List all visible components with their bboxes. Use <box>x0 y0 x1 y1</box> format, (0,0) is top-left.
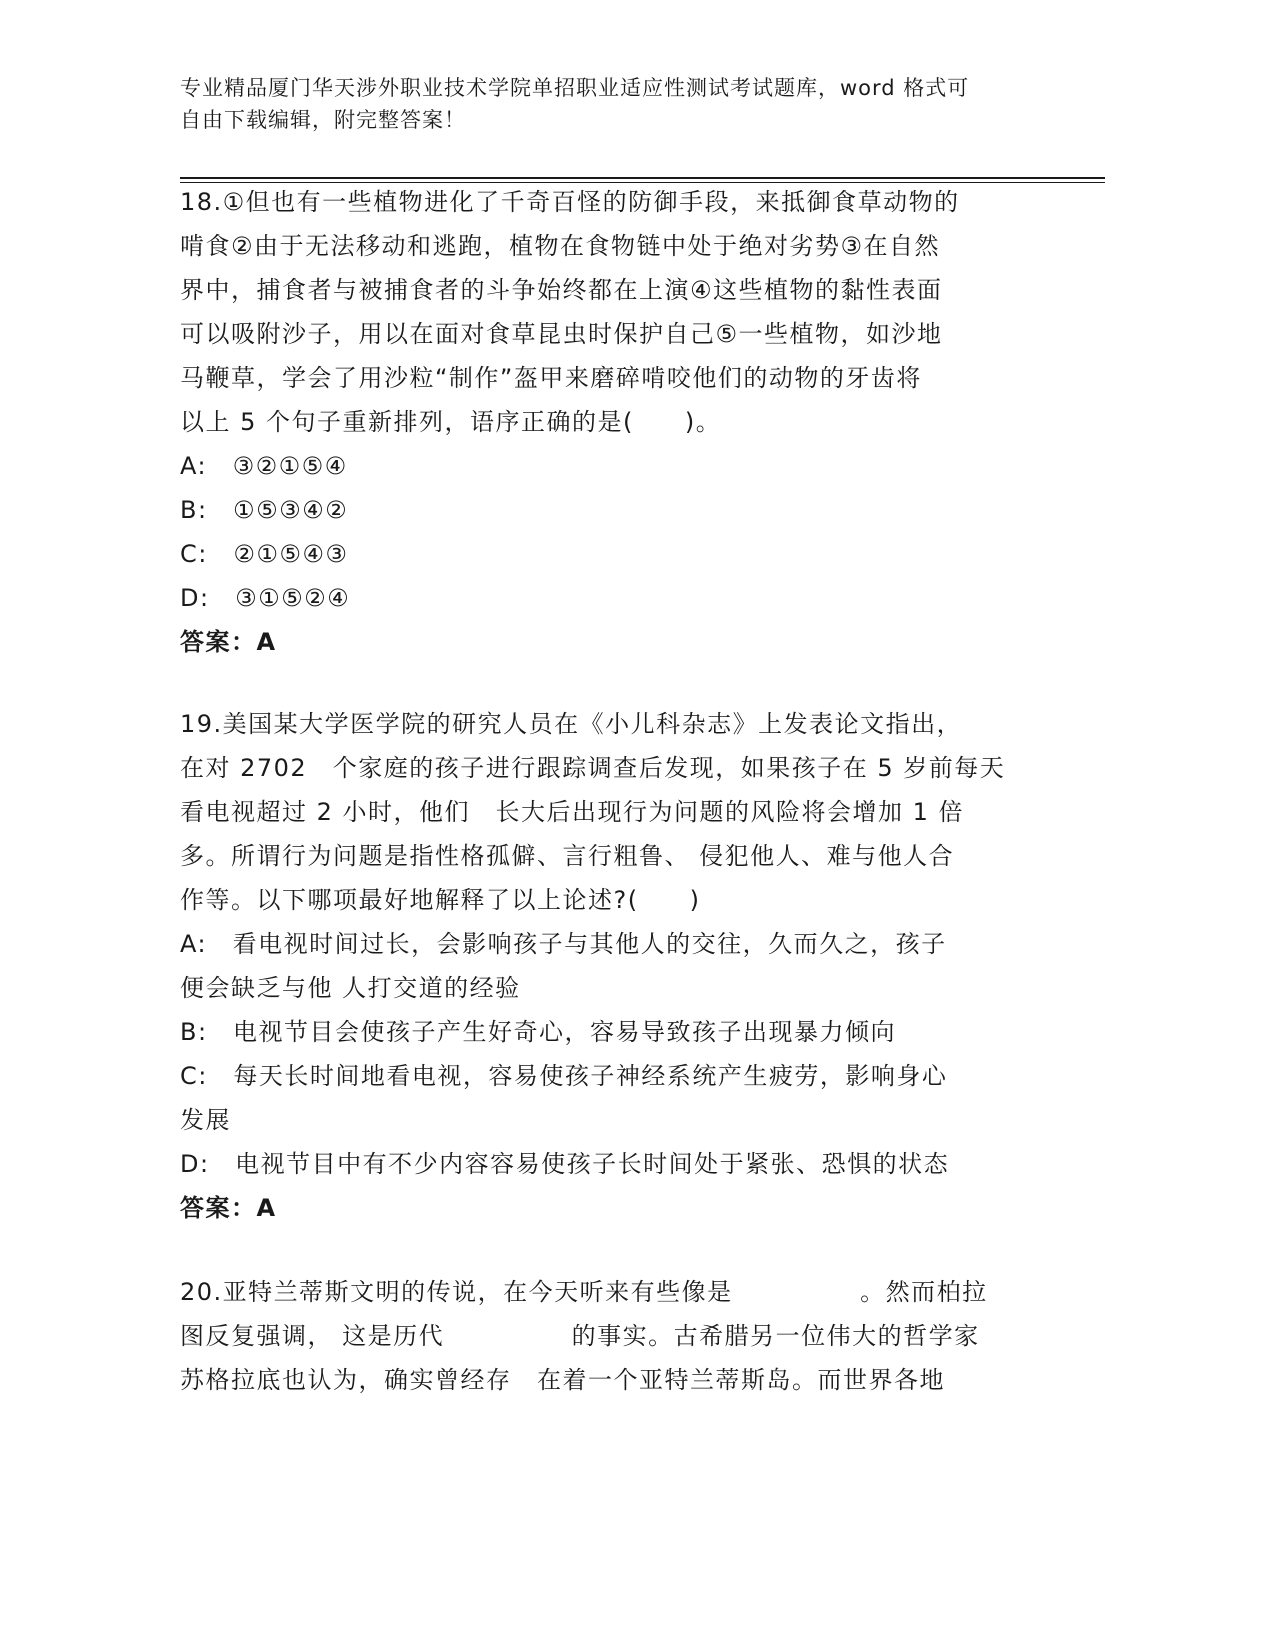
option-c: C: 每天长时间地看电视，容易使孩子神经系统产生疲劳，影响身心 <box>180 1062 948 1090</box>
option-a: A: ③②①⑤④ <box>180 452 348 480</box>
question-text-line: 以上 5 个句子重新排列，语序正确的是( )。 <box>180 408 722 436</box>
question-text-line: 苏格拉底也认为，确实曾经存 在着一个亚特兰蒂斯岛。而世界各地 <box>180 1366 945 1394</box>
question-18 <box>180 180 1060 664</box>
option-a: A: 看电视时间过长，会影响孩子与其他人的交往，久而久之，孩子 <box>180 930 947 958</box>
header-line-1: 专业精品厦门华天涉外职业技术学院单招职业适应性测试考试题库，word 格式可 <box>180 76 970 100</box>
answer-label: 答案：A <box>180 1194 277 1222</box>
question-text-line: 图反复强调， 这是历代 的事实。古希腊另一位伟大的哲学家 <box>180 1322 980 1350</box>
option-c-continued: 发展 <box>180 1106 231 1134</box>
question-text-line: 18.①但也有一些植物进化了千奇百怪的防御手段，来抵御食草动物的 <box>180 188 960 216</box>
option-b: B: ①⑤③④② <box>180 496 349 524</box>
header-rule-thick <box>180 177 1105 179</box>
question-text-line: 马鞭草，学会了用沙粒“制作”盔甲来磨碎啃咬他们的动物的牙齿将 <box>180 364 922 392</box>
question-text-line: 作等。以下哪项最好地解释了以上论述?( ) <box>180 886 701 914</box>
question-20 <box>180 1270 1060 1402</box>
question-text-line: 界中，捕食者与被捕食者的斗争始终都在上演④这些植物的黏性表面 <box>180 276 943 304</box>
question-text-line: 可以吸附沙子，用以在面对食草昆虫时保护自己⑤一些植物，如沙地 <box>180 320 943 348</box>
question-text-line: 在对 2702 个家庭的孩子进行跟踪调查后发现，如果孩子在 5 岁前每天 <box>180 754 1006 782</box>
page-header <box>180 72 1060 136</box>
option-a-continued: 便会缺乏与他 人打交道的经验 <box>180 974 521 1002</box>
option-d: D: ③①⑤②④ <box>180 584 351 612</box>
question-text-line: 19.美国某大学医学院的研究人员在《小儿科杂志》上发表论文指出， <box>180 710 963 738</box>
question-text-line: 啃食②由于无法移动和逃跑，植物在食物链中处于绝对劣势③在自然 <box>180 232 941 260</box>
question-text-line: 20.亚特兰蒂斯文明的传说，在今天听来有些像是 。然而柏拉 <box>180 1278 988 1306</box>
question-19 <box>180 702 1060 1230</box>
option-d: D: 电视节目中有不少内容容易使孩子长时间处于紧张、恐惧的状态 <box>180 1150 950 1178</box>
question-text-line: 多。所谓行为问题是指性格孤僻、言行粗鲁、 侵犯他人、难与他人合 <box>180 842 955 870</box>
question-text-line: 看电视超过 2 小时，他们 长大后出现行为问题的风险将会增加 1 倍 <box>180 798 965 826</box>
option-c: C: ②①⑤④③ <box>180 540 349 568</box>
answer-label: 答案：A <box>180 628 277 656</box>
header-line-2: 自由下载编辑，附完整答案！ <box>180 108 466 132</box>
option-b: B: 电视节目会使孩子产生好奇心，容易导致孩子出现暴力倾向 <box>180 1018 897 1046</box>
